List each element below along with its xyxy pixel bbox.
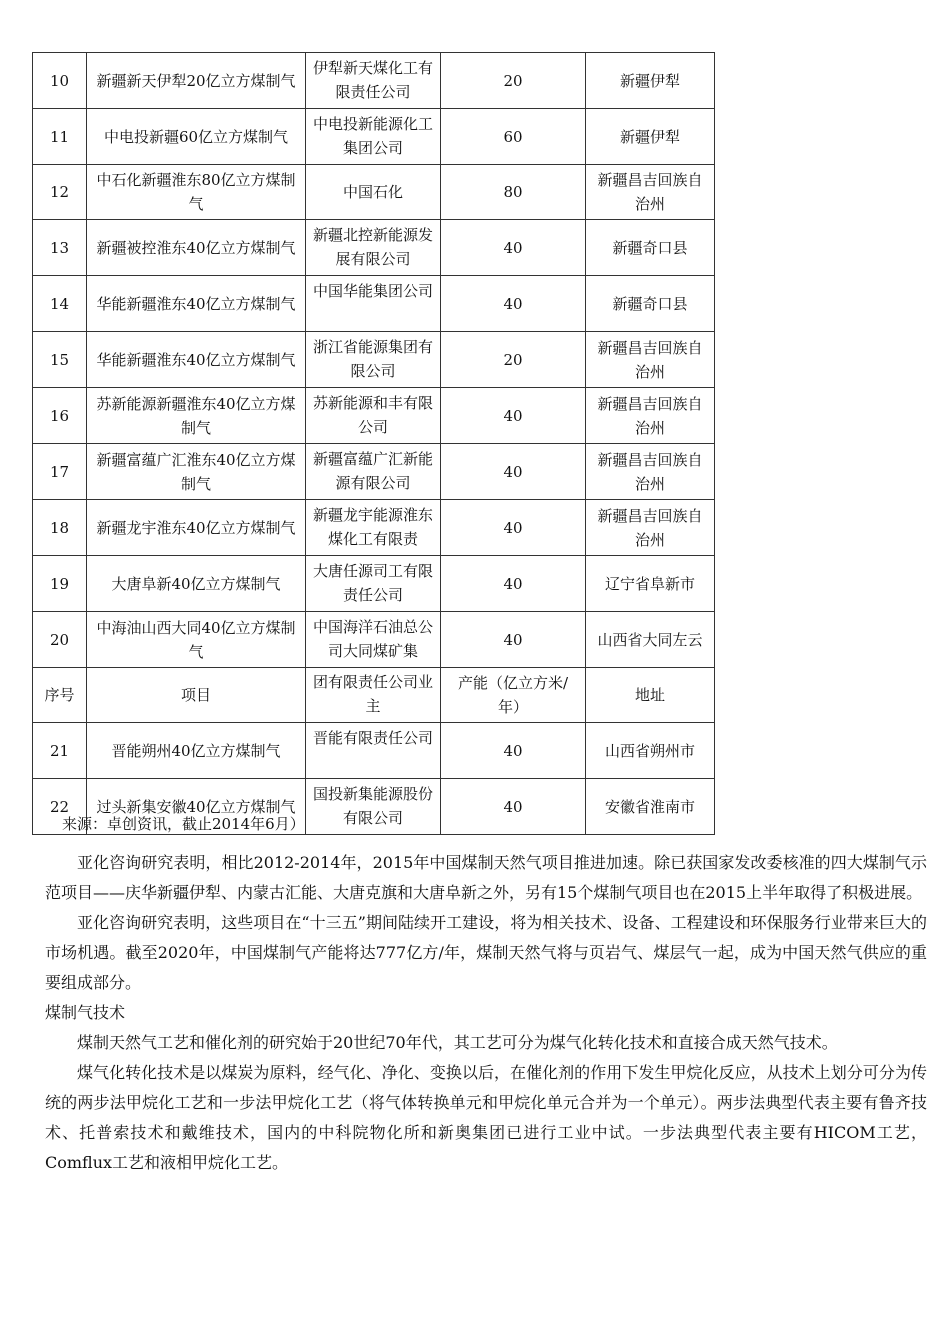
paragraph: 亚化咨询研究表明，这些项目在“十三五”期间陆续开工建设，将为相关技术、设备、工程建设和环保服务行业带来巨大的市场机遇。截至2020年，中国煤制气产能将达777亿方/年，煤制天然气将与页岩气、煤层气一起，成为中国天然气供应的重要组成部分。	[45, 913, 927, 992]
cell-project: 新疆富蕴广汇淮东40亿立方煤制气	[87, 444, 306, 500]
article-body	[45, 848, 927, 1178]
cell-no: 14	[33, 276, 87, 332]
cell-company: 中电投新能源化工集团公司	[306, 109, 441, 165]
cell-no: 11	[33, 109, 87, 165]
table-row	[33, 612, 715, 668]
header-location: 地址	[586, 668, 715, 723]
paragraph: 亚化咨询研究表明，相比2012-2014年，2015年中国煤制天然气项目推进加速。除已获国家发改委核准的四大煤制气示范项目——庆华新疆伊犁、内蒙古汇能、大唐克旗和大唐阜新之外，另有15个煤制气项目也在2015上半年取得了积极进展。	[45, 853, 927, 902]
cell-project: 华能新疆淮东40亿立方煤制气	[87, 276, 306, 332]
cell-project: 新疆新天伊犁20亿立方煤制气	[87, 53, 306, 109]
cell-company: 中国石化	[306, 165, 441, 220]
cell-project: 华能新疆淮东40亿立方煤制气	[87, 332, 306, 388]
cell-no: 22	[33, 779, 87, 835]
cell-company: 苏新能源和丰有限公司	[306, 388, 441, 444]
cell-location: 新疆伊犁	[586, 53, 715, 109]
cell-capacity: 40	[441, 612, 586, 668]
cell-capacity: 40	[441, 220, 586, 276]
cell-no: 13	[33, 220, 87, 276]
paragraph: 煤制天然气工艺和催化剂的研究始于20世纪70年代，其工艺可分为煤气化转化技术和直接合成天然气技术。	[77, 1033, 838, 1052]
cell-location: 新疆奇口县	[586, 220, 715, 276]
cell-location: 辽宁省阜新市	[586, 556, 715, 612]
cell-location: 新疆昌吉回族自治州	[586, 388, 715, 444]
cell-company: 新疆北控新能源发展有限公司	[306, 220, 441, 276]
cell-no: 15	[33, 332, 87, 388]
cell-no: 21	[33, 723, 87, 779]
table-source-note: 来源：卓创资讯，截止2014年6月）	[62, 815, 305, 833]
cell-capacity: 40	[441, 556, 586, 612]
table-header-row	[33, 668, 715, 723]
cell-company: 浙江省能源集团有限公司	[306, 332, 441, 388]
cell-project: 中海油山西大同40亿立方煤制气	[87, 612, 306, 668]
table-row	[33, 556, 715, 612]
cell-no: 17	[33, 444, 87, 500]
table-row	[33, 53, 715, 109]
cell-capacity: 40	[441, 500, 586, 556]
cell-location: 新疆伊犁	[586, 109, 715, 165]
cell-project: 大唐阜新40亿立方煤制气	[87, 556, 306, 612]
table-row	[33, 109, 715, 165]
cell-capacity: 40	[441, 779, 586, 835]
cell-location: 新疆昌吉回族自治州	[586, 500, 715, 556]
table-row	[33, 220, 715, 276]
cell-no: 12	[33, 165, 87, 220]
cell-no: 20	[33, 612, 87, 668]
cell-company: 伊犁新天煤化工有限责任公司	[306, 53, 441, 109]
cell-capacity: 40	[441, 276, 586, 332]
cell-no: 18	[33, 500, 87, 556]
cell-project: 新疆龙宇淮东40亿立方煤制气	[87, 500, 306, 556]
cell-capacity: 60	[441, 109, 586, 165]
cell-no: 10	[33, 53, 87, 109]
cell-project: 新疆被控淮东40亿立方煤制气	[87, 220, 306, 276]
cell-capacity: 20	[441, 332, 586, 388]
cell-location: 山西省朔州市	[586, 723, 715, 779]
cell-project: 中石化新疆淮东80亿立方煤制气	[87, 165, 306, 220]
table-row	[33, 332, 715, 388]
cell-location: 新疆昌吉回族自治州	[586, 444, 715, 500]
cell-capacity: 80	[441, 165, 586, 220]
header-no: 序号	[33, 668, 87, 723]
header-capacity: 产能（亿立方米/年）	[441, 668, 586, 723]
cell-company: 中国华能集团公司	[306, 276, 441, 332]
cell-no: 16	[33, 388, 87, 444]
cell-project: 晋能朔州40亿立方煤制气	[87, 723, 306, 779]
cell-location: 新疆昌吉回族自治州	[586, 332, 715, 388]
header-project: 项目	[87, 668, 306, 723]
table-row	[33, 165, 715, 220]
cell-capacity: 20	[441, 53, 586, 109]
table-row	[33, 444, 715, 500]
header-company: 团有限责任公司业主	[306, 668, 441, 723]
cell-company: 国投新集能源股份有限公司	[306, 779, 441, 835]
table-row	[33, 388, 715, 444]
table-row	[33, 276, 715, 332]
cell-capacity: 40	[441, 723, 586, 779]
cell-company: 新疆龙宇能源淮东煤化工有限责	[306, 500, 441, 556]
coal-gas-project-table	[32, 52, 715, 835]
cell-company: 晋能有限责任公司	[306, 723, 441, 779]
cell-capacity: 40	[441, 444, 586, 500]
cell-company: 中国海洋石油总公司大同煤矿集	[306, 612, 441, 668]
paragraph: 煤气化转化技术是以煤炭为原料，经气化、净化、变换以后，在催化剂的作用下发生甲烷化反应，从技术上划分可分为传统的两步法甲烷化工艺和一步法甲烷化工艺（将气体转换单元和甲烷化单元合并为一个单元）。两步法典型代表主要有鲁齐技术、托普索技术和戴维技术，国内的中科院物化所和新奥集团已进行工业中试。一步法典型代表主要有HICOM工艺，Comflux工艺和液相甲烷化工艺。	[45, 1063, 927, 1172]
cell-project: 中电投新疆60亿立方煤制气	[87, 109, 306, 165]
cell-location: 山西省大同左云	[586, 612, 715, 668]
cell-project: 苏新能源新疆淮东40亿立方煤制气	[87, 388, 306, 444]
cell-project: 过头新集安徽40亿立方煤制气	[87, 779, 306, 835]
table-row	[33, 500, 715, 556]
cell-company: 大唐任源司工有限责任公司	[306, 556, 441, 612]
cell-location: 新疆昌吉回族自治州	[586, 165, 715, 220]
section-heading: 煤制气技术	[45, 1003, 126, 1022]
cell-capacity: 40	[441, 388, 586, 444]
table-row	[33, 723, 715, 779]
cell-location: 新疆奇口县	[586, 276, 715, 332]
cell-no: 19	[33, 556, 87, 612]
cell-company: 新疆富蕴广汇新能源有限公司	[306, 444, 441, 500]
cell-location: 安徽省淮南市	[586, 779, 715, 835]
